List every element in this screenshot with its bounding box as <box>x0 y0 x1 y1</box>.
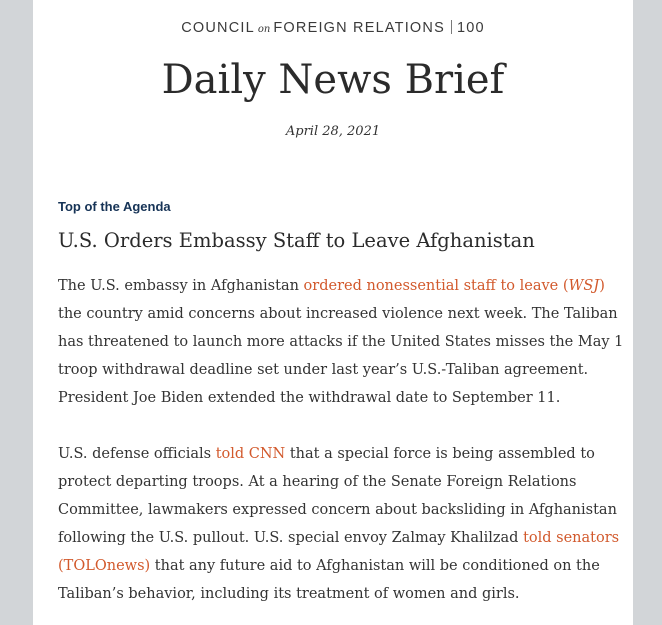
section-label: Top of the Agenda <box>58 199 171 214</box>
link-paren-open: ( <box>558 278 569 294</box>
org-logo[interactable] <box>33 19 633 39</box>
text-run: The U.S. embassy in Afghanistan <box>58 278 304 294</box>
link-text: ordered nonessential staff to leave <box>303 278 559 294</box>
link-told-cnn[interactable]: told CNN <box>215 446 286 462</box>
text-run: that any future aid to Afghanistan will be conditioned on the <box>150 558 600 574</box>
org-name-part1: COUNCIL <box>181 20 255 36</box>
paragraph-line: protect departing troops. At a hearing of the Senate Foreign Relations <box>58 474 577 490</box>
article-paragraph-2 <box>58 440 620 608</box>
page-title: Daily News Brief <box>161 57 505 103</box>
paragraph-line <box>58 552 603 580</box>
logo-divider <box>451 20 452 34</box>
paragraph-line: President Joe Biden extended the withdrawal date to September 11. <box>58 390 561 406</box>
paragraph-line: Committee, lawmakers expressed concern about backsliding in Afghanistan <box>58 502 617 518</box>
org-name-part2: FOREIGN RELATIONS <box>273 20 445 36</box>
link-ordered-staff-leave[interactable] <box>304 278 605 294</box>
paragraph-line: has threatened to launch more attacks if the United States misses the May 1 <box>58 334 624 350</box>
link-tolonews[interactable]: (TOLOnews) <box>58 558 151 574</box>
org-anniversary: 100 <box>456 20 485 36</box>
publish-date: April 28, 2021 <box>285 124 381 139</box>
paragraph-line <box>58 272 603 300</box>
org-name-on: on <box>257 24 271 35</box>
text-run: U.S. defense officials <box>58 446 216 462</box>
newsletter-page <box>33 0 633 625</box>
article-paragraph-1 <box>58 272 624 412</box>
link-told-senators[interactable]: told senators <box>523 530 620 546</box>
text-run: that a special force is being assembled to <box>285 446 595 462</box>
article-headline: U.S. Orders Embassy Staff to Leave Afghanistan <box>58 229 535 252</box>
paragraph-line: the country amid concerns about increased violence next week. The Taliban <box>58 306 618 322</box>
paragraph-line <box>58 440 603 468</box>
text-run: following the U.S. pullout. U.S. special envoy Zalmay Khalilzad <box>58 530 524 546</box>
paragraph-line <box>58 524 620 552</box>
paragraph-line: Taliban’s behavior, including its treatment of women and girls. <box>58 586 520 602</box>
link-paren-close: ) <box>599 278 605 294</box>
paragraph-line: troop withdrawal deadline set under last year’s U.S.-Taliban agreement. <box>58 362 589 378</box>
link-source-wsj: WSJ <box>568 278 600 294</box>
